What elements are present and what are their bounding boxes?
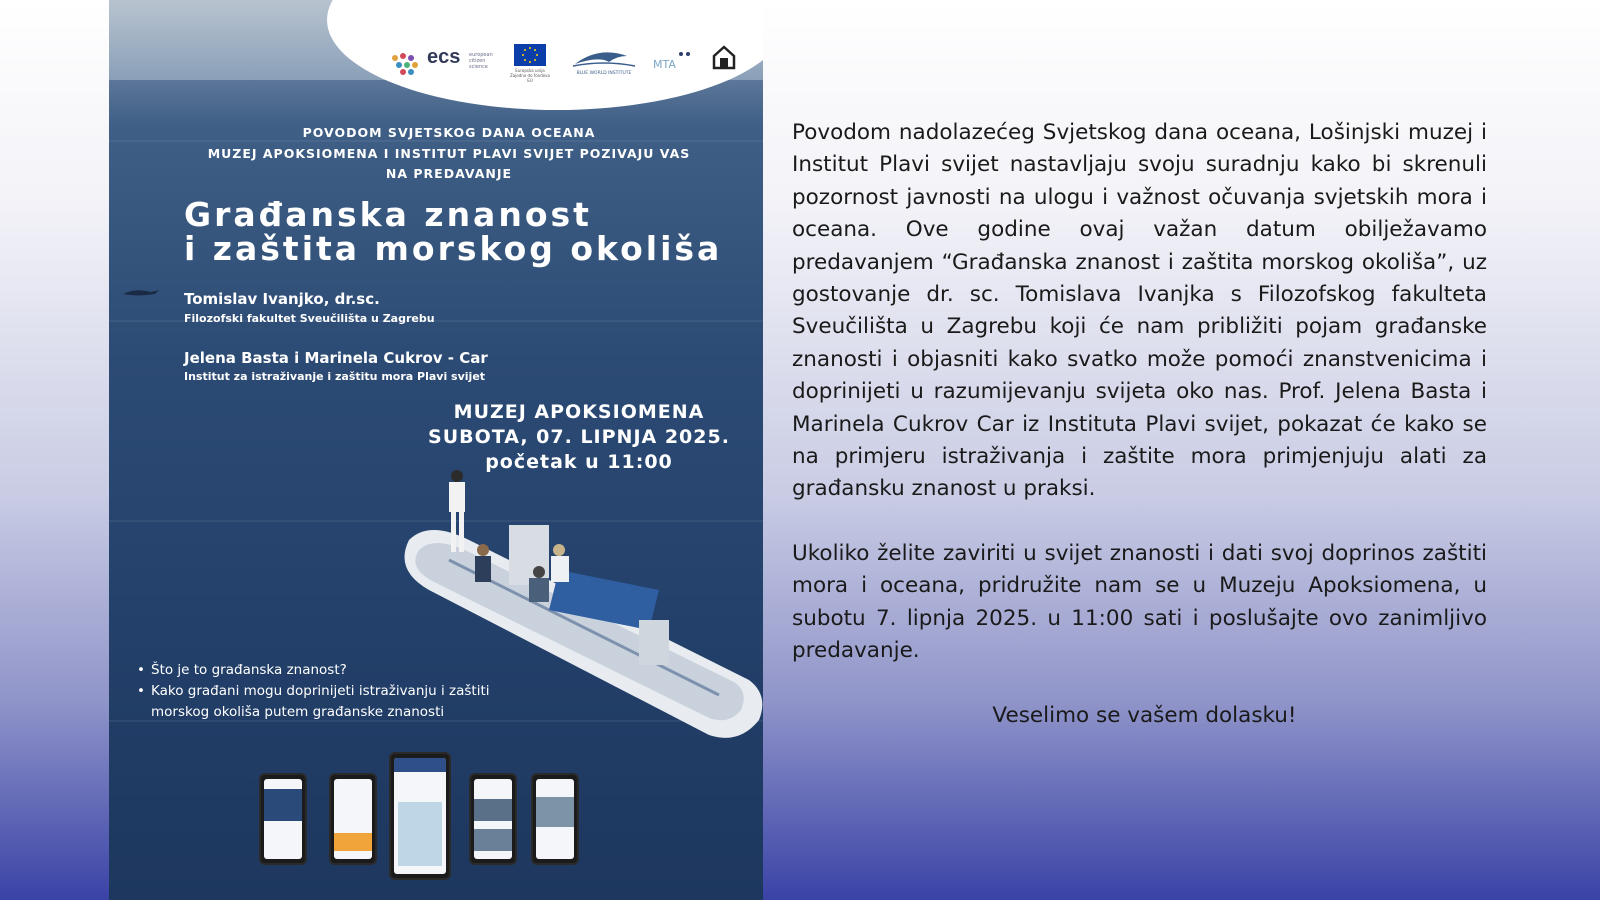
title-line: i zaštita morskog okoliša [184, 229, 723, 268]
intro-line: POVODOM SVJETSKOG DANA OCEANA [302, 125, 596, 140]
speaker-2-name: Jelena Basta i Marinela Cukrov - Car [184, 349, 488, 367]
eu-flag-icon [514, 44, 546, 66]
eu-caption: Europska unija Zajedno do fondova EU [509, 68, 550, 83]
phone-mockup [389, 752, 451, 880]
event-date: SUBOTA, 07. LIPNJA 2025. [428, 426, 730, 448]
poster-title [184, 195, 754, 268]
phone-mockup [469, 773, 517, 865]
speaker-1-name: Tomislav Ivanjko, dr.sc. [184, 290, 380, 308]
app-screenshots [259, 748, 589, 878]
partner-logos [389, 44, 749, 84]
event-venue: MUZEJ APOKSIOMENA [453, 401, 705, 423]
ecs-logo-icon [389, 50, 421, 80]
dolphin-icon [121, 286, 161, 298]
article-paragraph-1: Povodom nadolazećeg Svjetskog dana oceana, Lošinjski muzej i Institut Plavi svijet nastavljaju svoju suradnju kako bi skrenuli pozornost javnosti na ulogu i važnost očuvanja svjetskih mora i oceana. Ove godine ovaj važan datum obilježavamo predavanjem “Građanska znanost i zaštita morskog okoliša”, uz gostovanje dr. sc. Tomislava Ivanjka s Filozofskog fakulteta Sveučilišta u Zagrebu koji će nam približiti pojam građanske znanosti i objasniti kako svatko može pomoći znanstvenicima i doprinijeti u razumijevanju svijeta oko nas. Prof. Jelena Basta i Marinela Cukrov Car iz Instituta Plavi svijet, pokazat će kako se na primjeru istraživanja i zaštite mora primjenjuju alati za građansku znanost u praksi. [792, 120, 1487, 502]
event-details [409, 400, 749, 475]
event-poster [109, 0, 763, 900]
bwi-label: BLUE WORLD INSTITUTE [576, 71, 632, 76]
research-boat-image [389, 470, 763, 770]
ecs-logo-text: ecs [427, 46, 461, 68]
ecs-logo-subtitle: european citizen science [469, 52, 493, 70]
intro-line: NA PREDAVANJE [385, 166, 513, 181]
event-time: početak u 11:00 [485, 451, 673, 473]
intro-line: MUZEJ APOKSIOMENA I INSTITUT PLAVI SVIJET POZIVAJU VAS [207, 145, 691, 161]
phone-mockup [329, 773, 377, 865]
poster-bullets [137, 660, 517, 723]
blue-world-institute-logo-icon [569, 44, 639, 76]
speaker-1-affiliation: Filozofski fakultet Sveučilišta u Zagrebu [184, 312, 435, 325]
speaker-2-affiliation: Institut za istraživanje i zaštitu mora Plavi svijet [184, 370, 486, 383]
phone-mockup [531, 773, 579, 865]
article-text [792, 117, 1487, 732]
svg-text:MTA: MTA [653, 58, 676, 71]
article-closing: Veselimo se vašem dolasku! [992, 702, 1297, 728]
phone-mockup [259, 773, 307, 865]
article-paragraph-2: Ukoliko želite zaviriti u svijet znanosti i dati svoj doprinos zaštiti mora i oceana, pridružite nam se u Muzeju Apoksiomena, u subotu 7. lipnja 2025. u 11:00 sati i poslušajte ovo zanimljivo predavanje. [792, 540, 1487, 664]
mta-logo-icon [651, 48, 691, 78]
bullet-item: • Što je to građanska znanost? [137, 660, 517, 681]
museum-logo-icon [711, 44, 737, 74]
bullet-item: • Kako građani mogu doprinijeti istraživanju i zaštiti morskog okoliša putem građanske znanosti [137, 681, 517, 723]
poster-intro [169, 123, 729, 185]
title-line: Građanska znanost [184, 195, 592, 234]
